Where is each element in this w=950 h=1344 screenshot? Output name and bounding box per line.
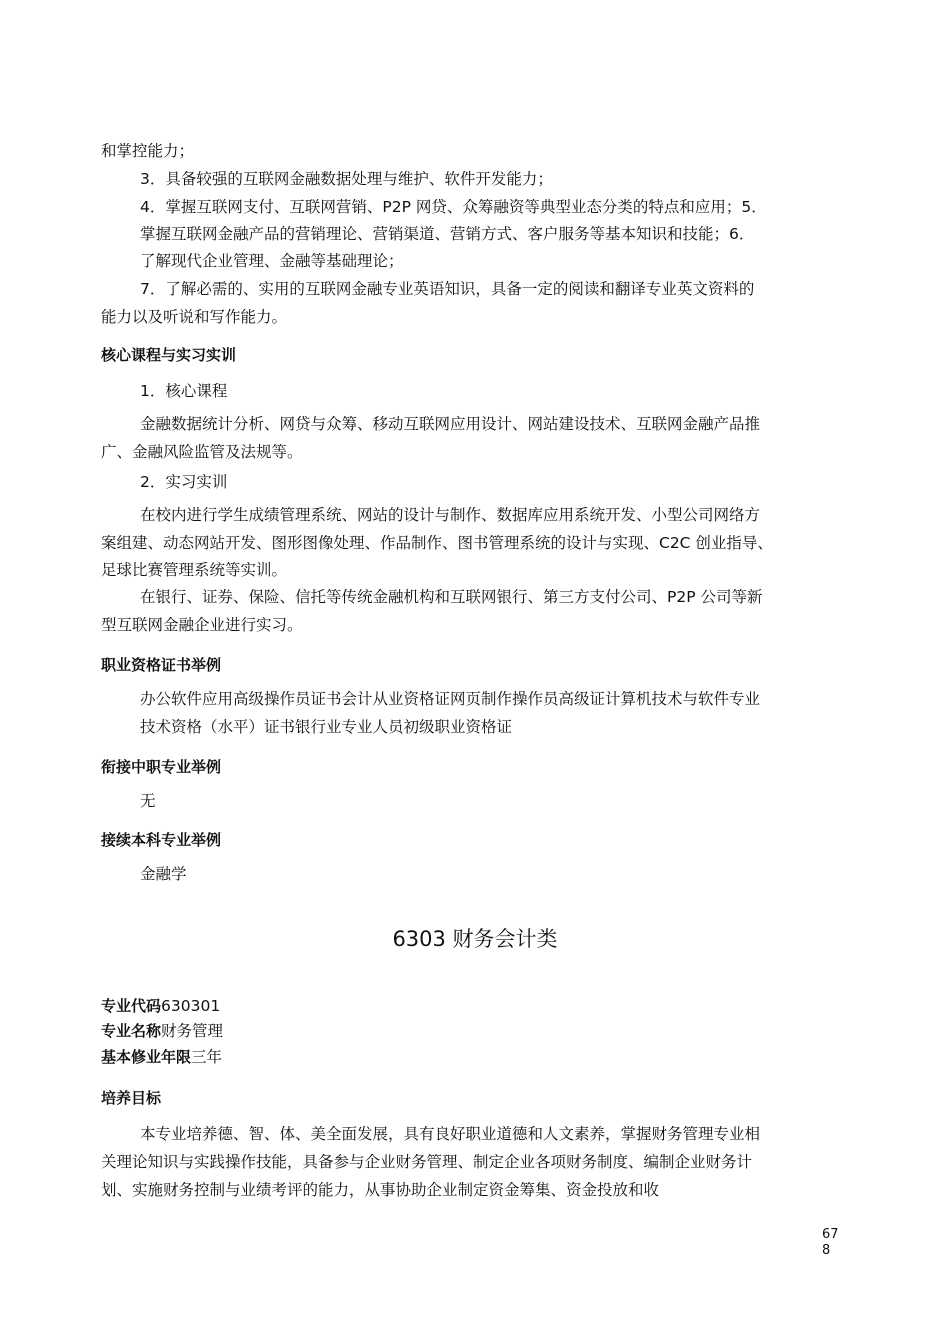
body-line: 7．了解必需的、实用的互联网金融专业英语知识，具备一定的阅读和翻译专业英文资料的 [140, 280, 755, 298]
body-line: 1．核心课程 [140, 382, 228, 400]
section-heading: 培养目标 [101, 1089, 162, 1107]
body-line: 办公软件应用高级操作员证书会计从业资格证网页制作操作员高级证计算机技术与软件专业 [140, 690, 761, 708]
major-code-value: 630301 [161, 997, 221, 1015]
major-code [101, 996, 220, 1016]
body-line: 案组建、动态网站开发、图形图像处理、作品制作、图书管理系统的设计与实现、C2C 创业指导、 [101, 534, 773, 552]
body-line: 金融数据统计分析、网贷与众筹、移动互联网应用设计、网站建设技术、互联网金融产品推 [140, 415, 761, 433]
category-title: 6303 财务会计类 [392, 927, 558, 951]
body-line: 型互联网金融企业进行实习。 [101, 616, 303, 634]
body-line: 金融学 [140, 865, 187, 883]
section-heading: 核心课程与实习实训 [101, 346, 237, 364]
body-line: 2．实习实训 [140, 473, 228, 491]
study-years-value: 三年 [191, 1048, 223, 1066]
study-years-label: 基本修业年限 [101, 1048, 192, 1066]
page-number-continued: 8 [822, 1243, 831, 1258]
body-line: 了解现代企业管理、金融等基础理论； [140, 252, 404, 270]
study-years [101, 1047, 222, 1067]
page-number: 67 [822, 1227, 839, 1242]
body-line: 在校内进行学生成绩管理系统、网站的设计与制作、数据库应用系统开发、小型公司网络方 [140, 506, 761, 524]
body-line: 无 [140, 792, 156, 810]
section-heading: 衔接中职专业举例 [101, 758, 222, 776]
major-code-label: 专业代码 [101, 997, 162, 1015]
body-line: 技术资格（水平）证书银行业专业人员初级职业资格证 [140, 718, 513, 736]
body-line: 在银行、证券、保险、信托等传统金融机构和互联网银行、第三方支付公司、P2P 公司等新 [140, 588, 763, 606]
body-line: 划、实施财务控制与业绩考评的能力，从事协助企业制定资金筹集、资金投放和收 [101, 1181, 660, 1199]
body-line: 掌握互联网金融产品的营销理论、营销渠道、营销方式、客户服务等基本知识和技能；6． [140, 225, 755, 243]
body-line: 能力以及听说和写作能力。 [101, 308, 288, 326]
body-line: 和掌控能力； [101, 142, 195, 160]
body-line: 足球比赛管理系统等实训。 [101, 561, 288, 579]
major-name-label: 专业名称 [101, 1022, 162, 1040]
section-heading: 接续本科专业举例 [101, 831, 222, 849]
major-name-value: 财务管理 [161, 1022, 224, 1040]
body-line: 本专业培养德、智、体、美全面发展，具有良好职业道德和人文素养，掌握财务管理专业相 [140, 1125, 761, 1143]
body-line: 广、金融风险监管及法规等。 [101, 443, 303, 461]
body-line: 关理论知识与实践操作技能，具备参与企业财务管理、制定企业各项财务制度、编制企业财务计 [101, 1153, 753, 1171]
body-line: 3．具备较强的互联网金融数据处理与维护、软件开发能力； [140, 170, 553, 188]
section-heading: 职业资格证书举例 [101, 656, 222, 674]
body-line: 4．掌握互联网支付、互联网营销、P2P 网贷、众筹融资等典型业态分类的特点和应用；5． [140, 198, 767, 216]
major-name [101, 1021, 223, 1041]
